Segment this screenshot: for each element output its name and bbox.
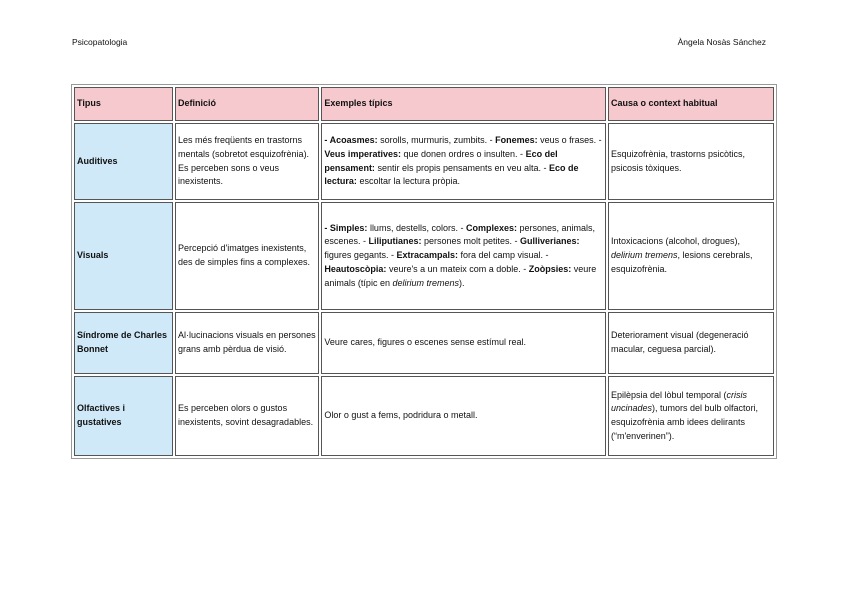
table-row — [74, 312, 774, 374]
column-header: Definició — [175, 87, 319, 121]
type-cell: Visuals — [74, 202, 173, 310]
cause-cell: Intoxicacions (alcohol, drogues), delirium tremens, lesions cerebrals, esquizofrènia. — [608, 202, 774, 310]
cause-cell: Deteriorament visual (degeneració macular, ceguesa parcial). — [608, 312, 774, 374]
header-right: Àngela Nosàs Sánchez — [677, 37, 766, 47]
column-header: Exemples típics — [321, 87, 606, 121]
hallucinations-table — [71, 84, 777, 459]
header-left: Psicopatologia — [72, 37, 128, 47]
type-cell: Auditives — [74, 123, 173, 200]
type-cell: Olfactives i gustatives — [74, 376, 173, 456]
table-row — [74, 202, 774, 310]
table-row — [74, 123, 774, 200]
examples-cell: - Acoasmes: sorolls, murmuris, zumbits. - Fonemes: veus o frases. - Veus imperatives: que donen ordres o insulten. - Eco del pensament: sentir els propis pensaments en veu alta. - Eco de lectura: escoltar la lectura pròpia. — [321, 123, 606, 200]
examples-cell: Veure cares, figures o escenes sense estímul real. — [321, 312, 606, 374]
column-header: Tipus — [74, 87, 173, 121]
type-cell: Síndrome de Charles Bonnet — [74, 312, 173, 374]
table-header-row — [74, 87, 774, 121]
cause-cell: Esquizofrènia, trastorns psicòtics, psicosis tòxiques. — [608, 123, 774, 200]
definition-cell: Les més freqüents en trastorns mentals (sobretot esquizofrènia). Es perceben sons o veus inexistents. — [175, 123, 319, 200]
table-row — [74, 376, 774, 456]
definition-cell: Percepció d'imatges inexistents, des de simples fins a complexes. — [175, 202, 319, 310]
definition-cell: Es perceben olors o gustos inexistents, sovint desagradables. — [175, 376, 319, 456]
definition-cell: Al·lucinacions visuals en persones grans amb pèrdua de visió. — [175, 312, 319, 374]
column-header: Causa o context habitual — [608, 87, 774, 121]
cause-cell: Epilèpsia del lòbul temporal (crisis uncinades), tumors del bulb olfactori, esquizofrènia amb idees delirants (“m'enverinen”). — [608, 376, 774, 456]
examples-cell: Olor o gust a fems, podridura o metall. — [321, 376, 606, 456]
examples-cell: - Simples: llums, destells, colors. - Complexes: persones, animals, escenes. - Liliputianes: persones molt petites. - Gulliverianes: figures gegants. - Extracampals: fora del camp visual. - Heautoscòpia: veure's a un mateix com a doble. - Zoòpsies: veure animals (típic en delirium tremens). — [321, 202, 606, 310]
